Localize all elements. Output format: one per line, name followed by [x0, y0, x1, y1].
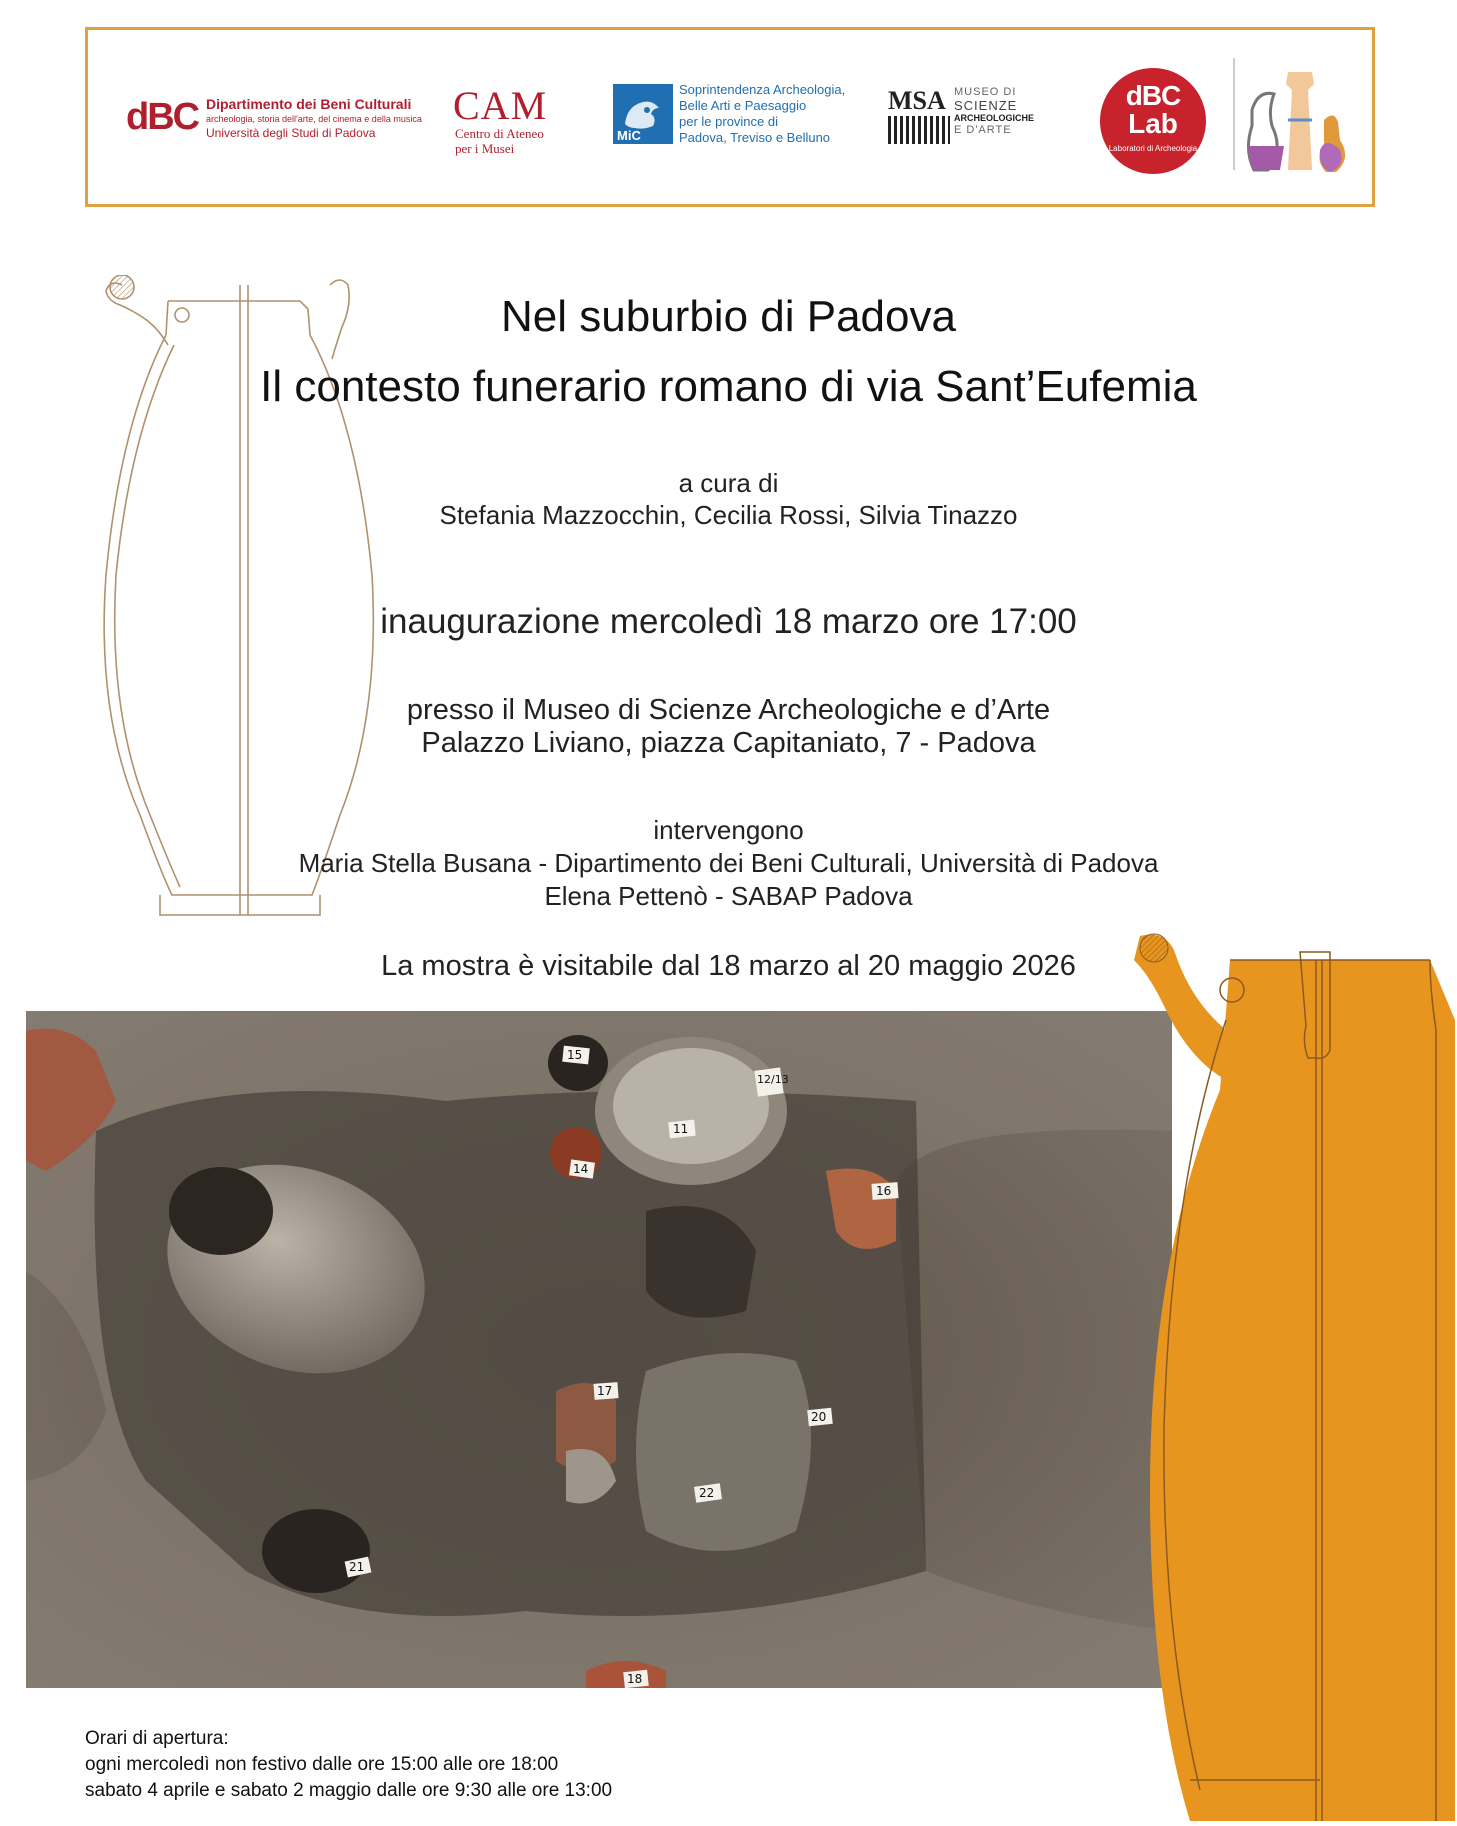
curators-label: a cura di [678, 468, 779, 498]
photo-tag-21: 21 [349, 1560, 365, 1574]
title-line2: Il contesto funerario romano di via Sant’Eufemia [260, 362, 1197, 411]
logo-bar [85, 27, 1375, 207]
cam-logo-mark: CAM [453, 83, 548, 128]
photo-tag-12-13: 12/13 [757, 1073, 789, 1086]
dbc-logo [126, 92, 426, 142]
msa-logo-line4: E D'ARTE [954, 124, 1012, 136]
soprintendenza-line1: Soprintendenza Archeologia, [679, 82, 846, 97]
msa-logo-line2: SCIENZE [954, 98, 1018, 113]
dbclab-logo [1100, 68, 1206, 174]
soprintendenza-line3: per le province di [679, 114, 778, 129]
msa-logo-line1: MUSEO DI [954, 86, 1017, 98]
photo-tag-14: 14 [573, 1162, 589, 1176]
dbclab-logo-line2: Lab [1128, 108, 1178, 139]
msa-logo-line3: ARCHEOLOGICHE [954, 113, 1035, 123]
photo-tag-18: 18 [627, 1672, 643, 1686]
excavation-photo [26, 1011, 1172, 1688]
inauguration-line: inaugurazione mercoledì 18 marzo ore 17:00 [380, 602, 1077, 641]
venue-line1: presso il Museo di Scienze Archeologiche e d’Arte [406, 694, 1051, 726]
speaker-2: Elena Pettenò - SABAP Padova [544, 881, 913, 911]
cam-logo-line1: Centro di Ateneo [455, 126, 544, 141]
dbclab-logo-line3: Laboratori di Archeologia [1108, 144, 1198, 153]
curators-names: Stefania Mazzocchin, Cecilia Rossi, Silvia Tinazzo [439, 500, 1018, 530]
dbc-logo-line1: Dipartimento dei Beni Culturali [206, 96, 412, 112]
mic-emblem-icon [613, 84, 673, 144]
dbclab-logo-line1: dBC [1125, 80, 1181, 111]
opening-hours-label: Orari di apertura: [85, 1728, 229, 1749]
soprintendenza-line2: Belle Arti e Paesaggio [679, 98, 807, 113]
dbc-logo-line2: archeologia, storia dell'arte, del cinema e della musica [206, 114, 422, 124]
amphora-orange-illustration [1130, 930, 1455, 1821]
title-line1: Nel suburbio di Padova [501, 292, 956, 341]
opening-hours-line1: ogni mercoledì non festivo dalle ore 15:00 alle ore 18:00 [85, 1754, 559, 1775]
photo-tag-15: 15 [567, 1048, 583, 1062]
speaker-1: Maria Stella Busana - Dipartimento dei Beni Culturali, Università di Padova [298, 848, 1159, 878]
opening-hours-line2: sabato 4 aprile e sabato 2 maggio dalle ore 9:30 alle ore 13:00 [85, 1780, 613, 1801]
cam-logo-line2: per i Musei [455, 141, 515, 156]
mic-badge-text: MiC [617, 128, 641, 143]
photo-tag-20: 20 [811, 1410, 827, 1424]
msa-barcode-icon [888, 116, 950, 144]
photo-tag-11: 11 [673, 1122, 689, 1136]
soprintendenza-logo [613, 82, 853, 162]
photo-tag-17: 17 [597, 1384, 613, 1398]
photo-tag-16: 16 [876, 1184, 892, 1198]
msa-logo-mark: MSA [888, 86, 946, 115]
dbc-logo-mark: dBC [126, 96, 199, 138]
soprintendenza-line4: Padova, Treviso e Belluno [679, 130, 831, 145]
venue-line2: Palazzo Liviano, piazza Capitaniato, 7 - Padova [421, 727, 1036, 759]
msa-logo [888, 86, 1058, 156]
visit-dates: La mostra è visitabile dal 18 marzo al 20 maggio 2026 [381, 950, 1076, 982]
dbc-logo-line3: Università degli Studi di Padova [206, 126, 376, 140]
speakers-label: intervengono [653, 815, 804, 845]
photo-tag-22: 22 [699, 1486, 715, 1500]
cam-logo [453, 82, 573, 162]
lab-vessels-logo-icon [1228, 50, 1358, 190]
